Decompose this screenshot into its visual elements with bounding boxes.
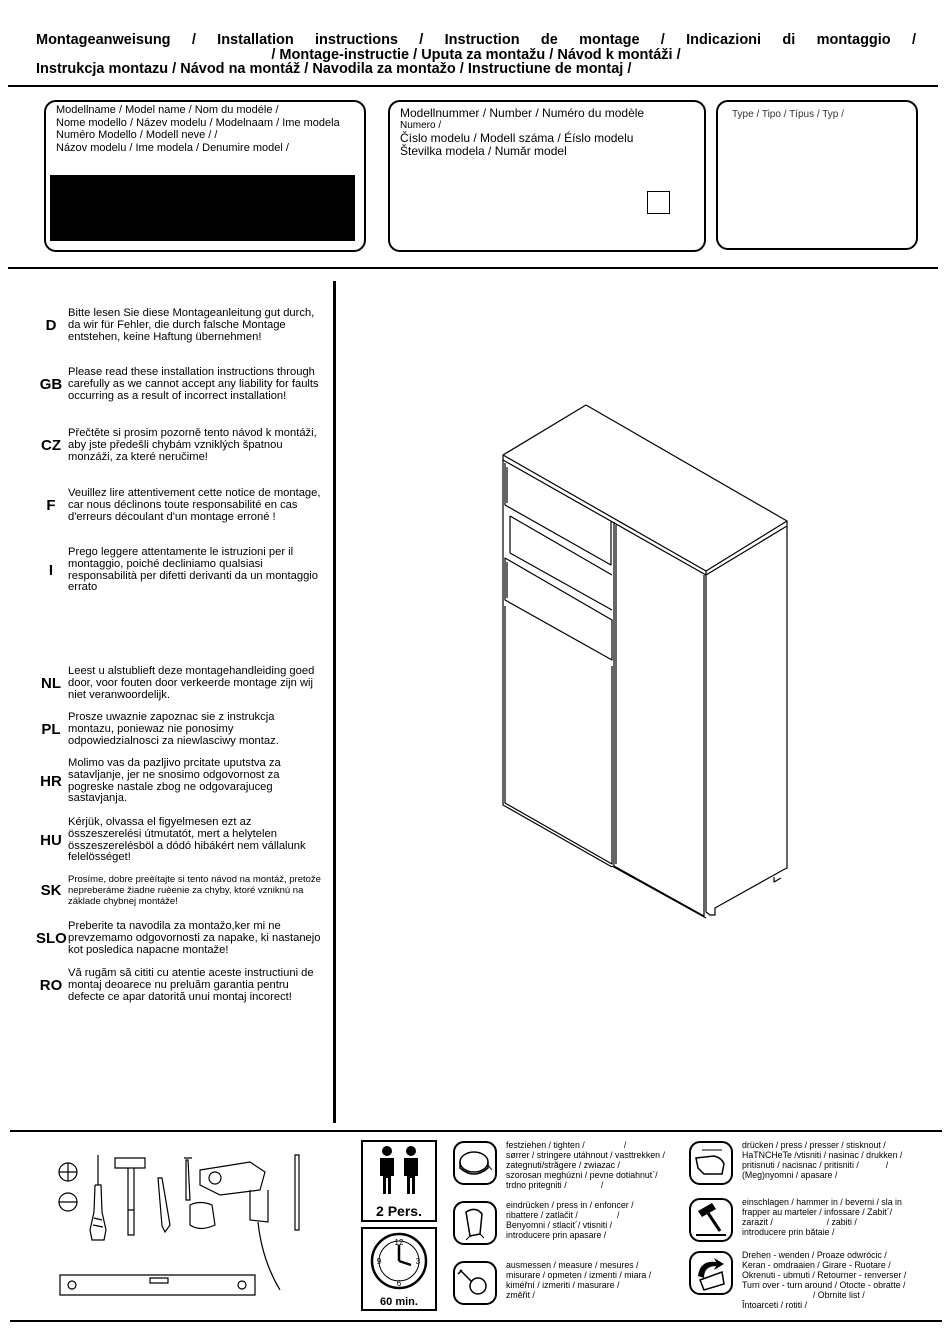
clock-icon <box>363 1229 435 1291</box>
language-code: GB <box>39 375 63 393</box>
turn-over-icon <box>688 1250 734 1301</box>
model-number-label-line: Številka modela / Numǎr model <box>400 143 567 158</box>
language-code: F <box>46 496 56 514</box>
language-code: D <box>45 316 57 334</box>
language-code: HU <box>40 831 62 849</box>
language-notice-text: Prosíme, dobre preèítajte si tento návod na montáž, pretože nepreberáme žiadne ruèenie za chyby, ktoré vzniknú na základe chybnej montáže! <box>68 874 321 907</box>
language-code: I <box>48 561 54 579</box>
model-number-label-line: Numero / <box>400 119 442 131</box>
type-box <box>716 100 918 250</box>
model-name-label-line: Názov modelu / Ime modela / Denumire model / <box>56 141 289 154</box>
column-divider <box>333 281 336 1123</box>
model-number-label-line: Modellnummer / Number / Numéro du modèle <box>400 106 645 120</box>
model-number-labels <box>400 107 644 157</box>
language-code: PL <box>41 720 61 738</box>
title-line-3: Instrukcja montazu / Návod na montáž / Navodila za montažo / Instructiune de montaj / <box>36 61 632 77</box>
model-name-label-line: Modellname / Model name / Nom du modéle / <box>56 104 279 116</box>
time-box <box>361 1227 437 1311</box>
clock-number-6: 6 <box>396 1279 402 1288</box>
action-description: Drehen - wenden / Proaze odwrócic / Keran - omdraaien / Girare - Ruotare / Okrenuti - ubrnuti / Retourner - renverser / Turn over - turn around / Otocte - obratte / / Obrnite list / Întoarceti / rotiti / <box>742 1250 907 1310</box>
measure-icon <box>452 1260 498 1311</box>
language-notice-text: Please read these installation instructions through carefully as we cannot accept any liability for faults occurring as a result of incorrect installation! <box>68 366 319 402</box>
time-label: 60 min. <box>380 1296 418 1308</box>
footer-rule-bottom <box>10 1320 942 1322</box>
clock-number-9: 9 <box>376 1257 382 1266</box>
language-code: RO <box>39 976 63 994</box>
language-notice-text: Prego leggere attentamente le istruzioni per il montaggio, poiché decliniamo qualsiasi responsabilità per difetti derivanti da un montaggio errato <box>68 546 319 594</box>
hand-press-icon <box>688 1140 734 1191</box>
clock-number-12: 12 <box>394 1238 404 1247</box>
persons-box <box>361 1140 437 1222</box>
language-code: HR <box>40 772 62 790</box>
model-number-label-line: Číslo modelu / Modell száma / Éíslo modelu <box>400 131 634 145</box>
tools-illustration <box>50 1150 320 1300</box>
language-notice-text: Leest u alstublieft deze montagehandleiding goed door, voor fouten door verkeerde montage zijn wij niet veranwoordelijk. <box>68 665 315 701</box>
header-rule-top <box>8 85 938 87</box>
language-code: NL <box>41 674 61 692</box>
cabinet-illustration <box>495 400 795 925</box>
footer-rule-top <box>10 1130 942 1132</box>
model-number-checkbox <box>647 191 670 214</box>
two-persons-icon <box>363 1142 435 1198</box>
type-label: Type / Tipo / Típus / Typ / <box>732 109 844 120</box>
language-notice-text: Kérjük, olvassa el figyelmesen ezt az összeszerelési útmutatót, mert a helytelen összeszerelésböl a dódó hibákért nem vállalunk felelösséget! <box>68 816 306 864</box>
language-notice-text: Preberite ta navodila za montažo,ker mi ne prevzemamo odgovornosti za napake, ki nastanejo kot posledica napacne montaže! <box>68 920 321 956</box>
language-notice-text: Molimo vas da pazljivo prcitate uputstva za satavljanje, jer ne snosimo odgovornost za pogreske nastale zbog ne odgovarajuceg sastavjanja. <box>68 757 281 805</box>
model-name-labels <box>56 104 340 154</box>
model-name-label-line: Numéro Modello / Modell neve / / <box>56 129 218 141</box>
persons-label: 2 Pers. <box>376 1203 422 1219</box>
press-in-icon <box>452 1200 498 1251</box>
language-notice-text: Bitte lesen Sie diese Montageanleitung gut durch, da wir für Fehler, die durch falsche Montage entstehen, keine Haftung übernehmen! <box>68 307 315 343</box>
language-notice-text: Prosze uwaznie zapoznac sie z instrukcja montazu, poniewaz nie ponosimy odpowiedzialnosci za niewlasciwy montaz. <box>68 711 279 747</box>
language-notice-text: Veuillez lire attentivement cette notice de montage, car nous déclinons toute responsabilité en cas d'erreurs découlant d'un montage erroné ! <box>68 487 321 523</box>
language-code: SK <box>40 881 62 899</box>
action-description: drücken / press / presser / stisknout / HaTNCHeTe /vtisniti / nasinac / drukken / pritisnuti / nacisnac / pritisniti / / (Meg)nyomni / apasare / <box>742 1140 903 1180</box>
action-description: eindrücken / press in / enfoncer / ribattere / zatlačit / / Benyomni / stlacit´/ vtisniti / introducere prin apasare / <box>506 1200 634 1240</box>
tape-roll-icon <box>452 1140 498 1191</box>
action-description: festziehen / tighten / / sørrer / stringere utáhnout / vasttrekken / zategnuti/străgere / zwiazac / szorosan meghúzni / pevne dotiahnut´/ trdno pritegniti / / <box>506 1140 665 1190</box>
language-notice-text: Vă rugăm să cititi cu atentie aceste instructiuni de montaj deoarece nu preluăm garantia pentru defecte ce apar datorită unui montaj incorect! <box>68 967 314 1003</box>
language-code: SLO <box>36 929 67 947</box>
language-notice-text: Přečtěte si prosim pozorně tento návod k montáži, aby jste předešli chybám vzniklých špatnou monzáži, za které neručime! <box>68 427 317 463</box>
header-rule-bottom <box>8 267 938 269</box>
model-name-redaction <box>50 175 355 241</box>
clock-number-3: 3 <box>415 1257 421 1266</box>
action-description: ausmessen / measure / mesures / misurare / opmeten / izmenti / miara / kiméřní / izmeriti / masurare / změřit / <box>506 1260 652 1300</box>
title-line-2: / Montage-instructie / Uputa za montažu / Návod k montáži / <box>271 47 681 63</box>
action-description: einschlagen / hammer in / beverni / sla in frapper au marteler / infossare / Zabit´/ zarazit / / zabiti / introducere prin bătaie / <box>742 1197 902 1237</box>
title-line-1: Montageanweisung / Installation instructions / Instruction de montage / Indicazioni di montaggio / <box>36 32 916 48</box>
hammer-icon <box>688 1197 734 1248</box>
model-name-label-line: Nome modello / Název modelu / Modelnaam / Ime modela <box>56 116 340 129</box>
language-code: CZ <box>41 436 61 454</box>
model-number-box <box>388 100 706 252</box>
